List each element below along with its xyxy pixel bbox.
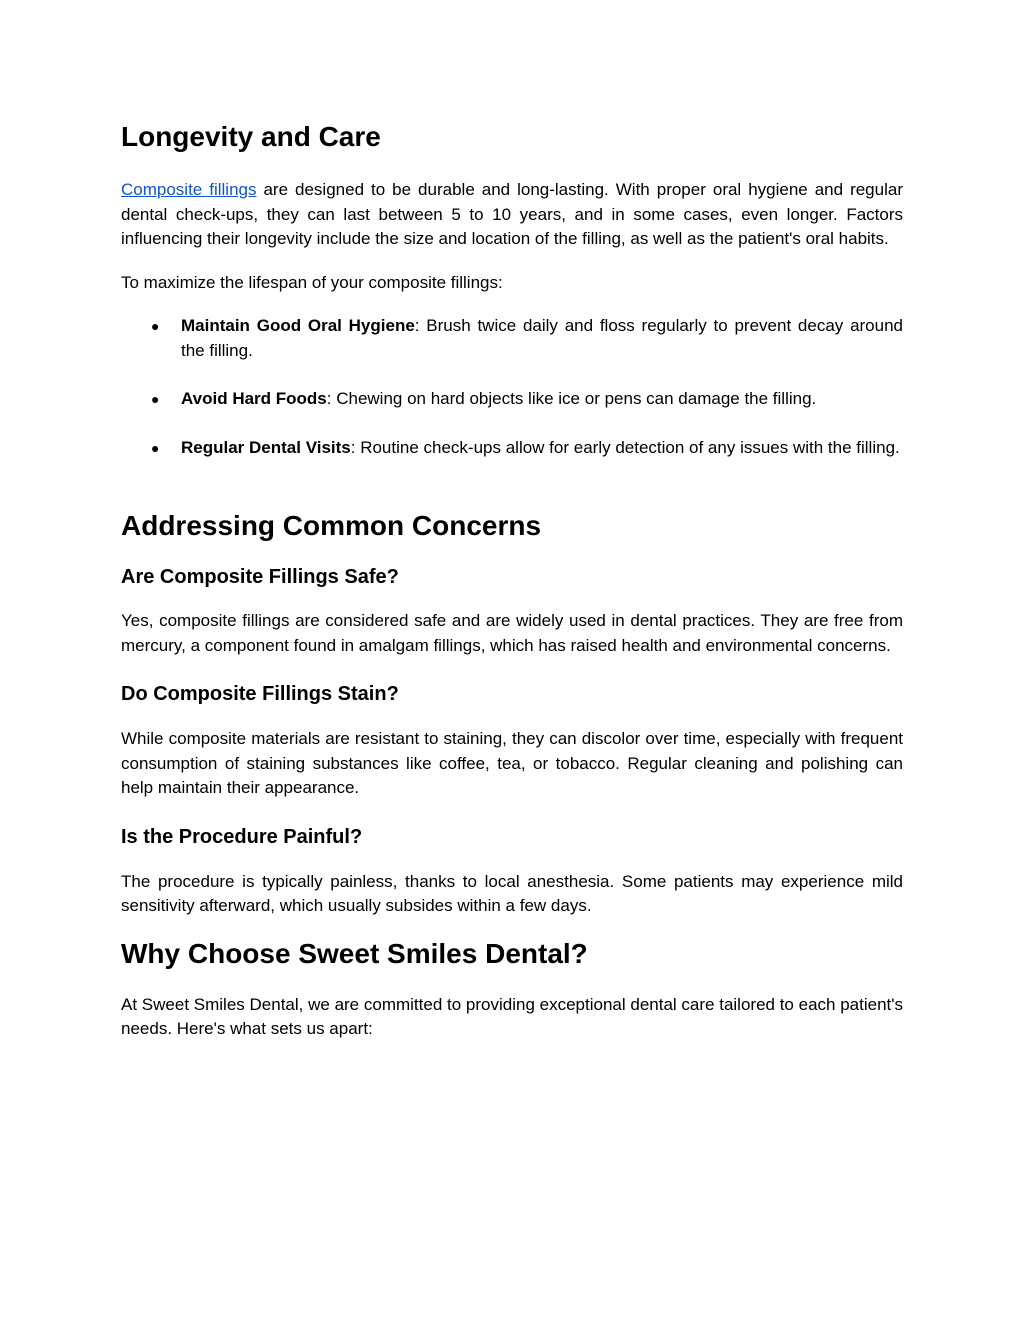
- tip-title: Avoid Hard Foods: [181, 389, 327, 408]
- composite-fillings-link[interactable]: Composite fillings: [121, 180, 257, 199]
- question-heading: Are Composite Fillings Safe?: [121, 566, 399, 588]
- bullet-icon: ●: [151, 439, 160, 456]
- heading-why-choose-sweet-smiles: Why Choose Sweet Smiles Dental?: [121, 937, 588, 969]
- tip-title: Maintain Good Oral Hygiene: [181, 316, 415, 335]
- longevity-intro-paragraph: [121, 178, 903, 252]
- longevity-intro-text: are designed to be durable and long-lasting. With proper oral hygiene and regular dental check-ups, they can last between 5 to 10 years, and in some cases, even longer. Factors influencing their longevity include the size and location of the filling, as well as the patient's oral habits.: [121, 180, 903, 248]
- heading-longevity-and-care: Longevity and Care: [121, 121, 381, 152]
- bullet-icon: ●: [151, 391, 160, 407]
- tip-text: : Chewing on hard objects like ice or pens can damage the filling.: [326, 389, 817, 408]
- heading-addressing-common-concerns: Addressing Common Concerns: [121, 510, 542, 541]
- answer-paragraph: Yes, composite fillings are considered safe and are widely used in dental practices. They are free from mercury, a component found in amalgam fillings, which has raised health and environmental concerns.: [121, 611, 903, 655]
- list-item: [121, 387, 903, 412]
- question-heading: Do Composite Fillings Stain?: [121, 683, 399, 705]
- bullet-icon: ●: [151, 318, 160, 334]
- answer-paragraph: While composite materials are resistant to staining, they can discolor over time, especially with frequent consumption of staining substances like coffee, tea, or tobacco. Regular cleaning and polishing can help maintain their appearance.: [121, 729, 903, 797]
- answer-paragraph: The procedure is typically painless, thanks to local anesthesia. Some patients may experience mild sensitivity afterward, which usually subsides within a few days.: [121, 871, 903, 915]
- list-item: [121, 436, 903, 461]
- tip-title: Regular Dental Visits: [181, 437, 351, 457]
- tip-text: : Routine check-ups allow for early detection of any issues with the filling.: [350, 437, 900, 457]
- tip-text: : Brush twice daily and floss regularly to prevent decay around the filling.: [181, 316, 903, 360]
- why-choose-paragraph: At Sweet Smiles Dental, we are committed to providing exceptional dental care tailored to each patient's needs. Here's what sets us apart:: [121, 994, 903, 1038]
- care-tips-list: [121, 314, 903, 460]
- lifespan-lead-in: To maximize the lifespan of your composite fillings:: [121, 272, 503, 292]
- question-heading: Is the Procedure Painful?: [121, 825, 363, 848]
- document-page: [121, 118, 903, 1042]
- list-item: [121, 314, 903, 363]
